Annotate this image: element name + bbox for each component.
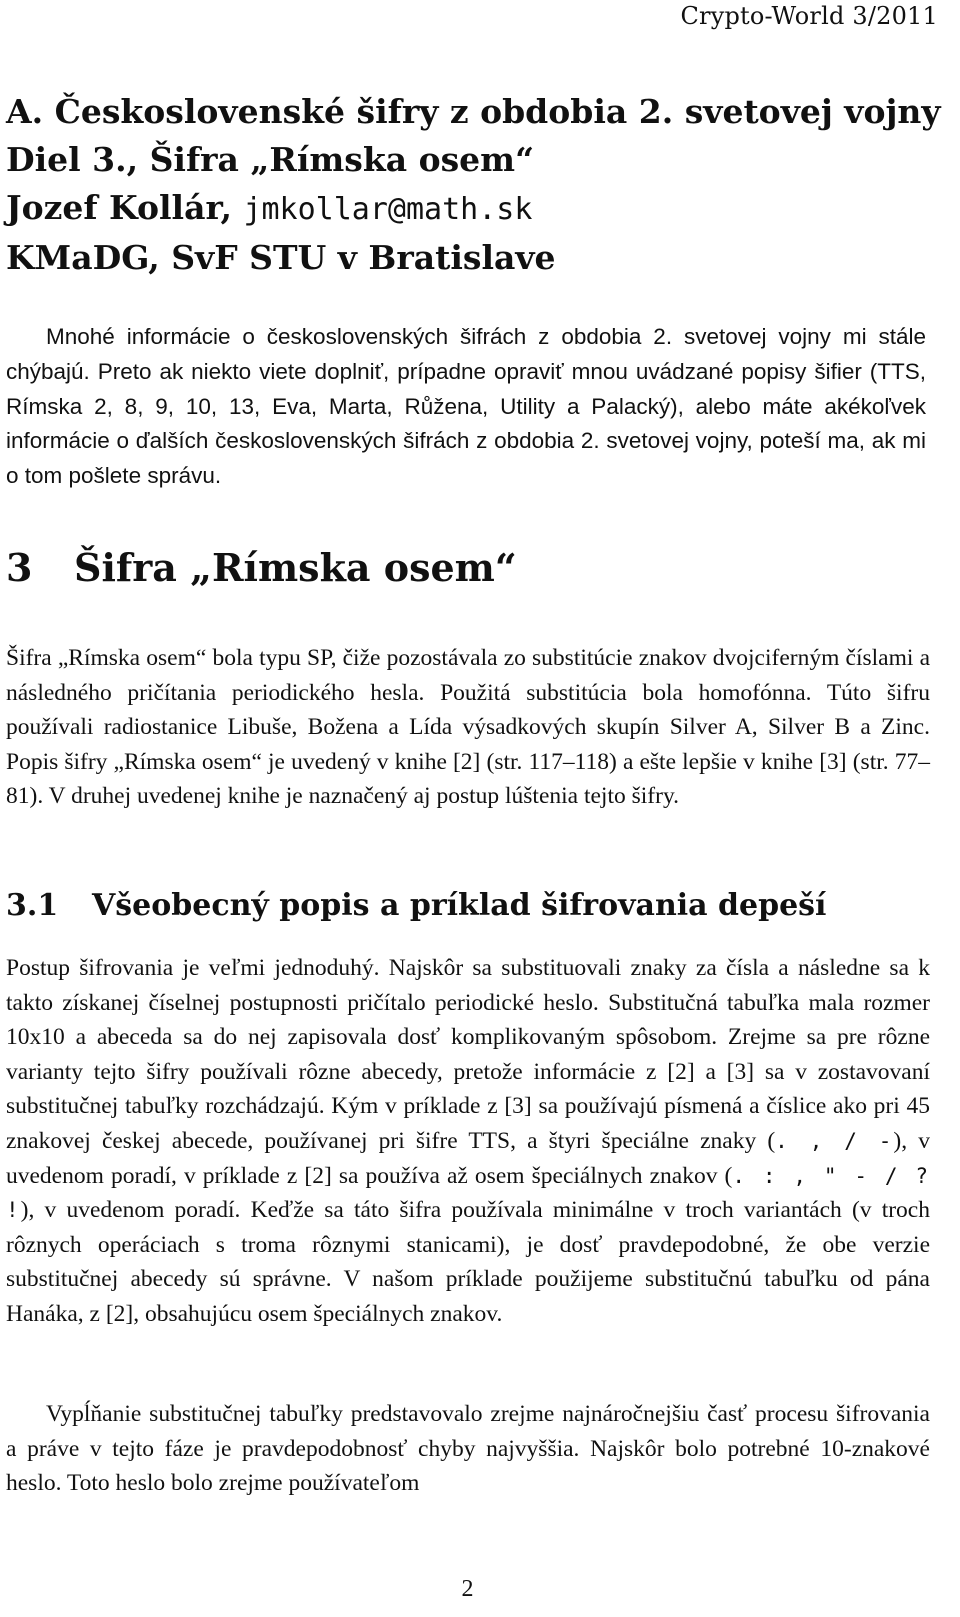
intro-paragraph: Mnohé informácie o československých šifrách z obdobia 2. svetovej vojny mi stále chýbajú. Preto ak niekto viete doplniť, prípadne opraviť mnou uvádzané popisy šifier (TTS, Rímska 2, 8, 9, 10, 13, Eva, Marta, Růžena, Utility a Palacký), alebo máte akékoľvek informácie o ďalších československých šifrách z obdobia 2. svetovej vojny, poteší ma, ak mi o tom pošlete správu. <box>6 324 926 489</box>
author-email-link[interactable]: jmkollar@math.sk <box>243 192 533 227</box>
title-line-part: Diel 3., Šifra „Rímska osem“ <box>6 140 535 179</box>
subsection-title: Všeobecný popis a príklad šifrovania depeší <box>92 888 827 923</box>
title-line-affiliation: KMaDG, SvF STU v Bratislave <box>6 238 556 277</box>
section-title: Šifra „Rímska osem“ <box>74 545 517 590</box>
article-title <box>6 88 946 282</box>
paragraph-text: ), v uvedenom poradí, v príklade z [2] sa používa až osem špeciálnych znakov ( <box>6 1127 930 1189</box>
author-name: Jozef Kollár, <box>6 188 244 227</box>
section-3-1-paragraph-1 <box>6 951 930 1332</box>
section-3-paragraph: Šifra „Rímska osem“ bola typu SP, čiže pozostávala zo substitúcie znakov dvojciferným číslami a následného pričítania periodického hesla. Použitá substitúcia bola homofónna. Túto šifru používali radiostanice Libuše, Božena a Lída výsadkových skupín Silver A, Silver B a Zinc. Popis šifry „Rímska osem“ je uvedený v knihe [2] (str. 117–118) a ešte lepšie v knihe [3] (str. 77–81). V druhej uvedenej knihe je naznačený aj postup lúštenia tejto šifry. <box>6 645 930 810</box>
section-number: 3 <box>6 545 33 590</box>
page-number: 2 <box>461 1576 474 1602</box>
section-3-heading <box>6 545 517 590</box>
running-head: Crypto-World 3/2011 <box>680 2 938 30</box>
paragraph-text: ), v uvedenom poradí. Keďže sa táto šifra používala minimálne v troch variantách (v troch rôznych operáciach s troma rôznymi stanicami), je dosť pravdepodobné, že obe verzie substitučnej abecedy sú správne. V našom príklade použijeme substitučnú tabuľku od pána Hanáka, z [2], obsahujúcu osem špeciálnych znakov. <box>6 1197 930 1327</box>
paragraph-text: Postup šifrovania je veľmi jednoduhý. Najskôr sa substituovali znaky za čísla a následne sa k takto získanej číselnej postupnosti pričítalo periodické heslo. Substitučná tabuľka mala rozmer 10x10 a abeceda sa do nej zapisovala dosť komplikovaným spôsobom. Zrejme sa pre rôzne varianty tejto šifry používali rôzne abecedy, pretože informácie z [2] a [3] sa v zostavovaní substitučnej tabuľky rozchádzajú. Kým v príklade z [3] sa používajú písmená a číslice ako pri 45 znakovej českej abecede, používanej pri šifre TTS, a štyri špeciálne znaky ( <box>6 955 930 1154</box>
section-3-1-paragraph-2: Vypĺňanie substitučnej tabuľky predstavovalo zrejme najnáročnejšiu časť procesu šifrovania a práve v tejto fáze je pravdepodobnosť chyby najvyššia. Najskôr bolo potrebné 10-znakové heslo. Toto heslo bolo zrejme používateľom <box>6 1401 930 1497</box>
special-chars-short: . , / - <box>775 1128 894 1153</box>
special-chars-long: . : , " - / ? ! <box>6 1163 930 1223</box>
title-line-author <box>6 184 946 234</box>
title-line-series: A. Československé šifry z obdobia 2. svetovej vojny <box>6 92 941 131</box>
subsection-number: 3.1 <box>6 888 59 923</box>
section-3-1-heading <box>6 888 826 923</box>
